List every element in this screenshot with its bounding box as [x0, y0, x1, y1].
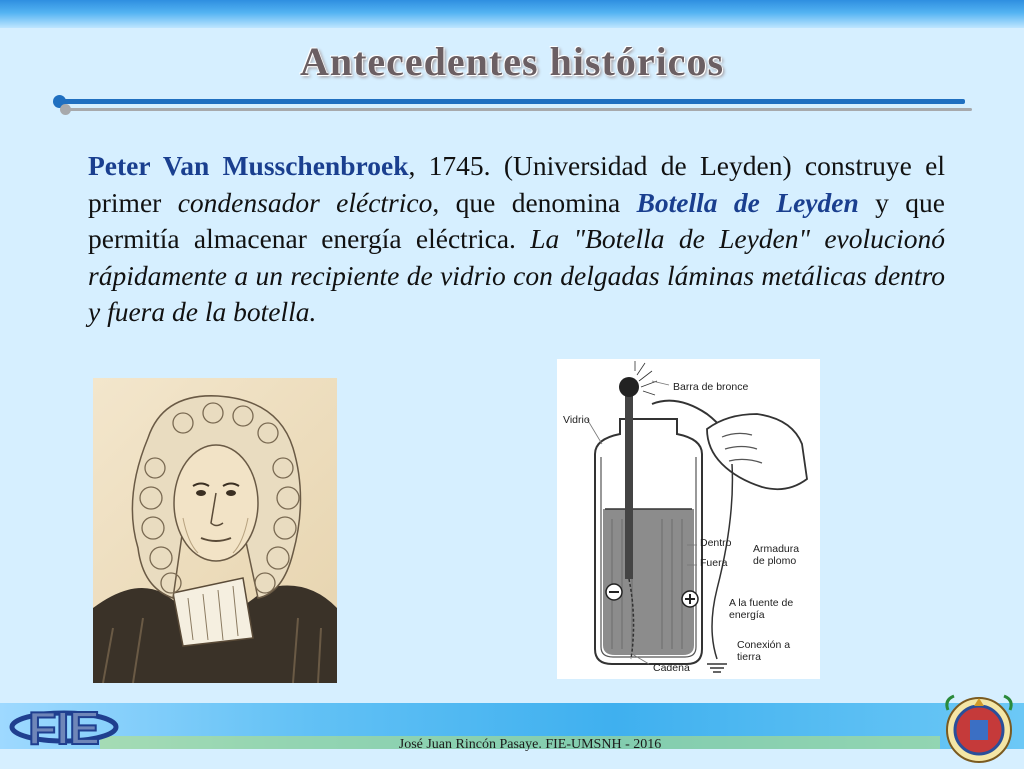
- label-armadura-de-plomo: Armadura de plomo: [753, 543, 800, 567]
- musschenbroek-portrait: [93, 378, 337, 683]
- paragraph-text-1: , 1745. (Universidad de Leyden) construye el primer: [88, 150, 945, 218]
- paragraph-text-3: y que permitía almacenar energía eléctrica.: [88, 186, 945, 254]
- label-barra-de-bronce: Barra de bronce: [673, 381, 749, 393]
- paragraph-text-2: , que denomina: [432, 186, 637, 218]
- label-conexion-a-tierra: Conexión a tierra: [737, 639, 791, 663]
- paragraph-italic-1: condensador eléctrico: [177, 186, 433, 218]
- footer-credit: José Juan Rincón Pasaye. FIE-UMSNH - 2016: [398, 737, 662, 752]
- fie-logo-text: FIE: [28, 702, 100, 754]
- label-dentro: Dentro: [700, 537, 732, 549]
- top-banner: [0, 0, 1024, 28]
- scientist-name: Peter Van Musschenbroek: [88, 150, 409, 181]
- label-fuente-de-energia: A la fuente de energía: [729, 597, 794, 621]
- paragraph-italic-2: La "Botella de Leyden" evolucionó rápidamente a un recipiente de vidrio con delgadas láminas metálicas dentro y fuera de la botella.: [88, 223, 945, 327]
- title-underline-gray: [66, 108, 972, 111]
- label-cadena: Cadena: [653, 662, 690, 674]
- fie-logo: [8, 694, 120, 756]
- label-fuera: Fuera: [700, 557, 728, 569]
- leyden-jar-diagram: [557, 359, 820, 679]
- underline-dot-gray: [60, 104, 71, 115]
- slide-title: Antecedentes históricos: [299, 39, 725, 84]
- title-underline-blue: [60, 99, 965, 104]
- umsnh-crest: [940, 690, 1018, 764]
- label-vidrio: Vidrio: [563, 414, 590, 426]
- leyden-jar-term: Botella de Leyden: [636, 186, 859, 218]
- body-paragraph: [88, 148, 945, 331]
